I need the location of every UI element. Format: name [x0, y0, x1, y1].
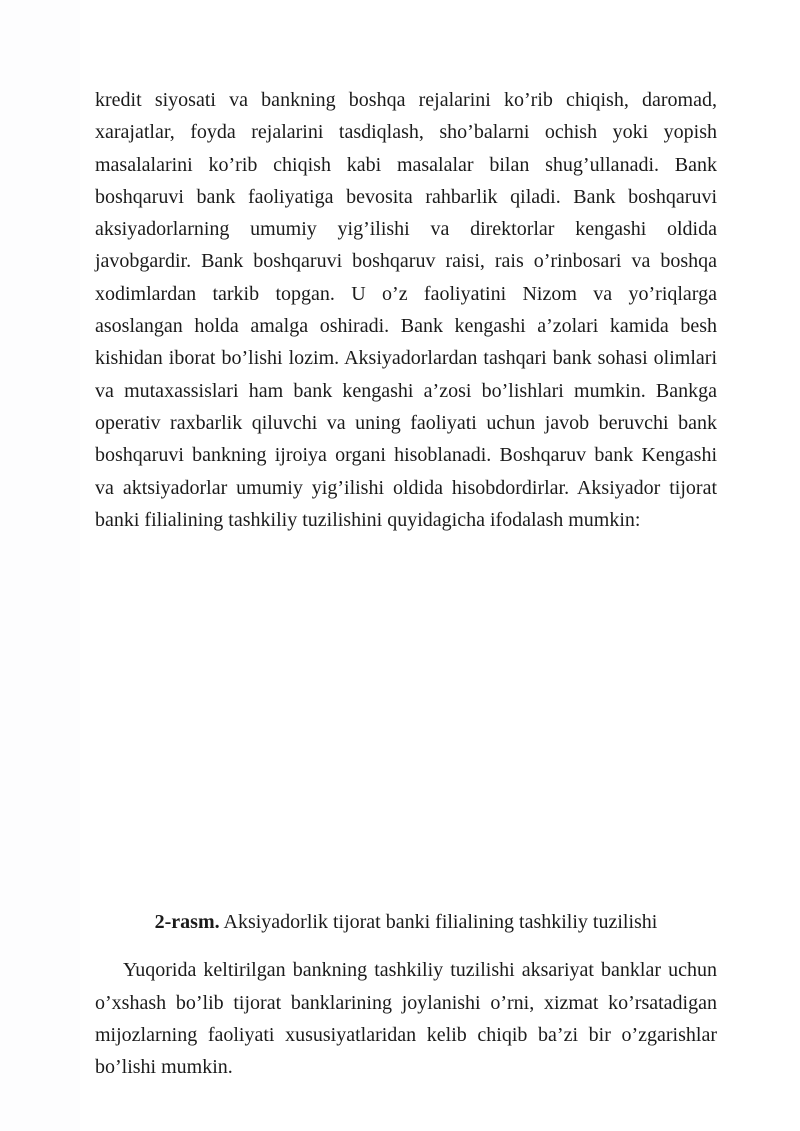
figure-blank-area [95, 536, 717, 906]
body-paragraph-2: Yuqorida keltirilgan bankning tashkiliy tuzilishi aksariyat banklar uchun o’xshash bo’lib tijorat banklarining joylanishi o’rni, xizmat ko’rsatadigan mijozlarning faoliyati xususiyatlaridan kelib chiqib ba’zi bir o’zgarishlar bo’lishi mumkin. [95, 959, 717, 1079]
figure-caption-label: 2-rasm. [154, 911, 220, 934]
figure-caption [95, 906, 717, 938]
scan-edge-artifact [0, 0, 80, 1131]
document-page [95, 84, 717, 1084]
body-paragraph-1: kredit siyosati va bankning boshqa rejalarini ko’rib chiqish, daromad, xarajatlar, foyda rejalarini tasdiqlash, sho’balarni ochish yoki yopish masalalarini ko’rib chiqish kabi masalalar bilan shug’ullanadi. Bank boshqaruvi bank faoliyatiga bevosita rahbarlik qiladi. Bank boshqaruvi aksiyadorlarning umumiy yig’ilishi va direktorlar kengashi oldida javobgardir. Bank boshqaruvi boshqaruv raisi, rais o’rinbosari va boshqa xodimlardan tarkib topgan. U o’z faoliyatini Nizom va yo’riqlarga asoslangan holda amalga oshiradi. Bank kengashi a’zolari kamida besh kishidan iborat bo’lishi lozim. Aksiyadorlardan tashqari bank sohasi olimlari va mutaxassislari ham bank kengashi a’zosi bo’lishlari mumkin. Bankga operativ raxbarlik qiluvchi va uning faoliyati uchun javob beruvchi bank boshqaruvi bankning ijroiya organi hisoblanadi. Boshqaruv bank Kengashi va aktsiyadorlar umumiy yig’ilishi oldida hisobdordirlar. Aksiyador tijorat banki filialining tashkiliy tuzilishini quyidagicha ifodalash mumkin: [95, 89, 717, 531]
figure-caption-text: Aksiyadorlik tijorat banki filialining tashkiliy tuzilishi [219, 911, 658, 934]
